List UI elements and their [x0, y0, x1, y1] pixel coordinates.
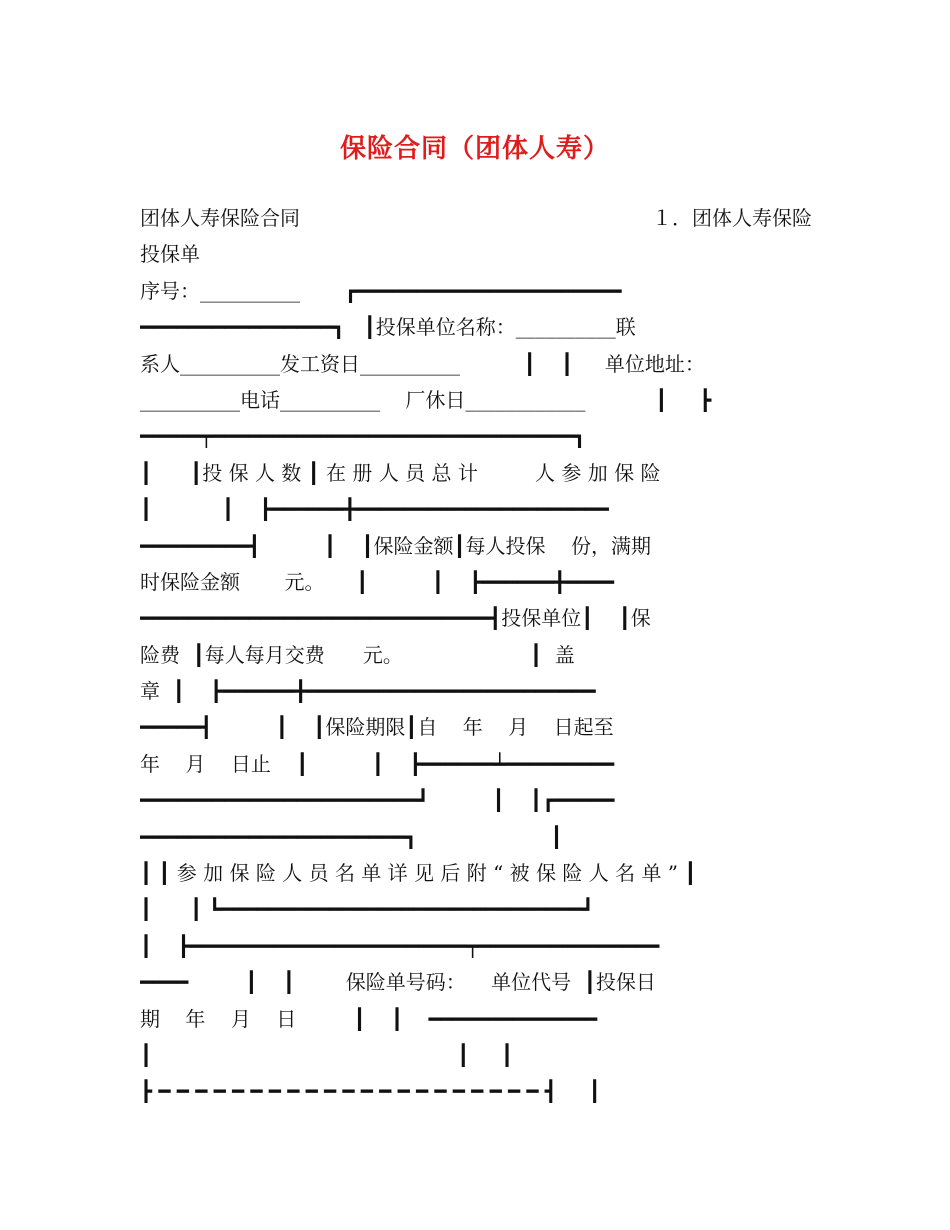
line-right-text: １．团体人寿保险: [652, 206, 812, 230]
document-line: ┃ ┃ 参 加 保 险 人 员 名 单 详 见 后 附 “ 被 保 险 人 名 单 ” ┃: [140, 861, 697, 886]
document-line: 章 ┃ ┣━━━━━━╋━━━━━━━━━━━━━━━━━━━━━━━━: [140, 679, 596, 704]
document-line: 时保险金额 元。 ┃ ┃ ┣━━━━━━╋━━━━: [140, 569, 614, 594]
document-line: 序号：__________ ┏━━━━━━━━━━━━━━━━━━━━━━: [140, 278, 622, 303]
document-line: ┃ ┃ ┣━━━━━━╋━━━━━━━━━━━━━━━━━━━━━: [140, 497, 609, 522]
document-line: ┃ ┃ ┃: [140, 1042, 514, 1067]
line-left-text: 团体人寿保险合同: [140, 206, 300, 230]
document-line: ━━━━━━━━━━━━━━━━┓ ┃投保单位名称：__________联: [140, 315, 636, 340]
document-line: ━━━━━━━━━━━━━━━━━━━━━━━━━━━━━┫投保单位┃ ┃保: [140, 606, 651, 631]
document-line: 投保单: [140, 242, 200, 267]
document-line: 险费 ┃每人每月交费 元。 ┃ 盖: [140, 642, 575, 667]
document-line: 期 年 月 日 ┃ ┃ ━━━━━━━━━━━━━━: [140, 1006, 598, 1031]
document-title: 保险合同（团体人寿）: [339, 134, 610, 164]
document-line: 系人__________发工资日__________ ┃ ┃ 单位地址：: [140, 351, 705, 376]
document-line: 年 月 日止 ┃ ┃ ┣━━━━━━┷━━━━━━━━━: [140, 751, 615, 776]
document-body: [140, 200, 812, 1110]
document-line: ┃ ┃ ┗━━━━━━━━━━━━━━━━━━━━━━━━━━━━━━┛: [140, 897, 594, 922]
document-line: ━━━━━━━━━┫ ┃ ┃保险金额┃每人投保 份，满期: [140, 533, 651, 558]
document-line: ┣ ━ ━ ━ ━ ━ ━ ━ ━ ━ ━ ━ ━ ━ ━ ━ ━ ━ ━ ━ ━ ━ ┫ ┃: [140, 1079, 601, 1104]
document-line: ━━━━━┯━━━━━━━━━━━━━━━━━━━━━━━━━━━━━━┓: [140, 424, 586, 449]
document-line: [140, 200, 812, 236]
document-line: ━━━━━┫ ┃ ┃保险期限┃自 年 月 日起至: [140, 715, 614, 740]
document-line: ━━━━━━━━━━━━━━━━━━━━━━┓ ┃: [140, 824, 563, 849]
document-line: ━━━━ ┃ ┃ 保险单号码： 单位代号 ┃投保日: [140, 970, 656, 995]
document-line: ┃ ┣━━━━━━━━━━━━━━━━━━━━━━━┯━━━━━━━━━━━━━━━: [140, 933, 660, 958]
document-line: __________电话__________ 厂休日____________ ┃ ┣: [140, 387, 712, 412]
document-line: ━━━━━━━━━━━━━━━━━━━━━━━┛ ┃ ┃┏━━━━━: [140, 788, 615, 813]
document-line: ┃ ┃投 保 人 数 ┃ 在 册 人 员 总 计 人 参 加 保 险: [140, 460, 661, 485]
